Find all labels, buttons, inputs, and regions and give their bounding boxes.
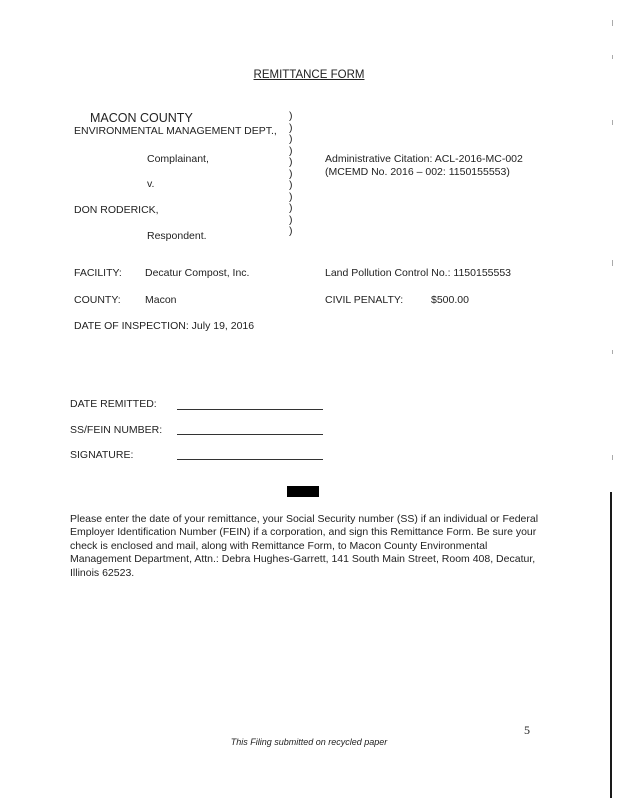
citation-line-2: (MCEMD No. 2016 – 002: 1150155553) — [325, 166, 510, 178]
instructions-paragraph: Please enter the date of your remittance, your Social Security number (SS) if an individual or Federal Employer Identification Number (FEIN) if a corporation, and sign this Remittance Form. Be sure your check is enclosed and mail, along with Remittance Form, to Macon County Environmental Management Department, Attn.: Debra Hughes-Garrett, 141 South Main Street, Room 408, Decatur, Illinois 62523. — [70, 513, 539, 579]
civil-penalty-label: CIVIL PENALTY: — [325, 294, 404, 306]
page-number: 5 — [524, 723, 530, 737]
paren-mark: ) — [289, 213, 293, 226]
paren-mark: ) — [289, 156, 293, 168]
respondent-label: Respondent. — [147, 230, 207, 242]
paren-mark: ) — [289, 133, 293, 145]
signature-label: SIGNATURE: — [70, 449, 134, 461]
control-number: Land Pollution Control No.: 1150155553 — [325, 267, 512, 279]
ssfein-line[interactable] — [177, 434, 323, 435]
paren-mark: ) — [289, 110, 293, 122]
redaction-box — [287, 486, 319, 497]
paren-mark: ) — [289, 225, 293, 237]
civil-penalty-value: $500.00 — [431, 294, 469, 306]
versus-label: v. — [147, 178, 155, 190]
scan-edge-mark — [612, 350, 613, 354]
ssfein-label: SS/FEIN NUMBER: — [70, 424, 163, 436]
department-name: ENVIRONMENTAL MANAGEMENT DEPT., — [74, 125, 277, 137]
county-value: Macon — [145, 294, 177, 306]
paren-mark: ) — [289, 167, 293, 180]
paren-mark: ) — [289, 121, 293, 134]
facility-value: Decatur Compost, Inc. — [145, 267, 250, 279]
paren-mark: ) — [289, 202, 293, 214]
date-remitted-line[interactable] — [177, 409, 323, 410]
inspection-date: DATE OF INSPECTION: July 19, 2016 — [74, 320, 255, 332]
signature-line[interactable] — [177, 459, 323, 460]
county-label: COUNTY: — [74, 294, 121, 306]
facility-label: FACILITY: — [74, 267, 122, 279]
caption-parentheses — [289, 111, 295, 238]
scan-edge-mark — [612, 120, 613, 125]
form-title: REMITTANCE FORM — [253, 69, 365, 81]
scan-edge-mark — [612, 260, 613, 266]
footer-note: This Filing submitted on recycled paper — [230, 737, 388, 747]
county-name: MACON COUNTY — [90, 111, 193, 125]
scan-edge-line — [610, 492, 612, 798]
paren-mark: ) — [289, 144, 293, 157]
paren-mark: ) — [289, 179, 293, 191]
scan-edge-mark — [612, 455, 613, 460]
respondent-name: DON RODERICK, — [74, 204, 159, 216]
scan-edge-mark — [612, 20, 613, 26]
paren-mark: ) — [289, 190, 293, 203]
scan-edge-mark — [612, 55, 613, 59]
citation-line-1: Administrative Citation: ACL-2016-MC-002 — [325, 153, 523, 165]
date-remitted-label: DATE REMITTED: — [70, 398, 157, 410]
complainant-label: Complainant, — [147, 153, 209, 165]
